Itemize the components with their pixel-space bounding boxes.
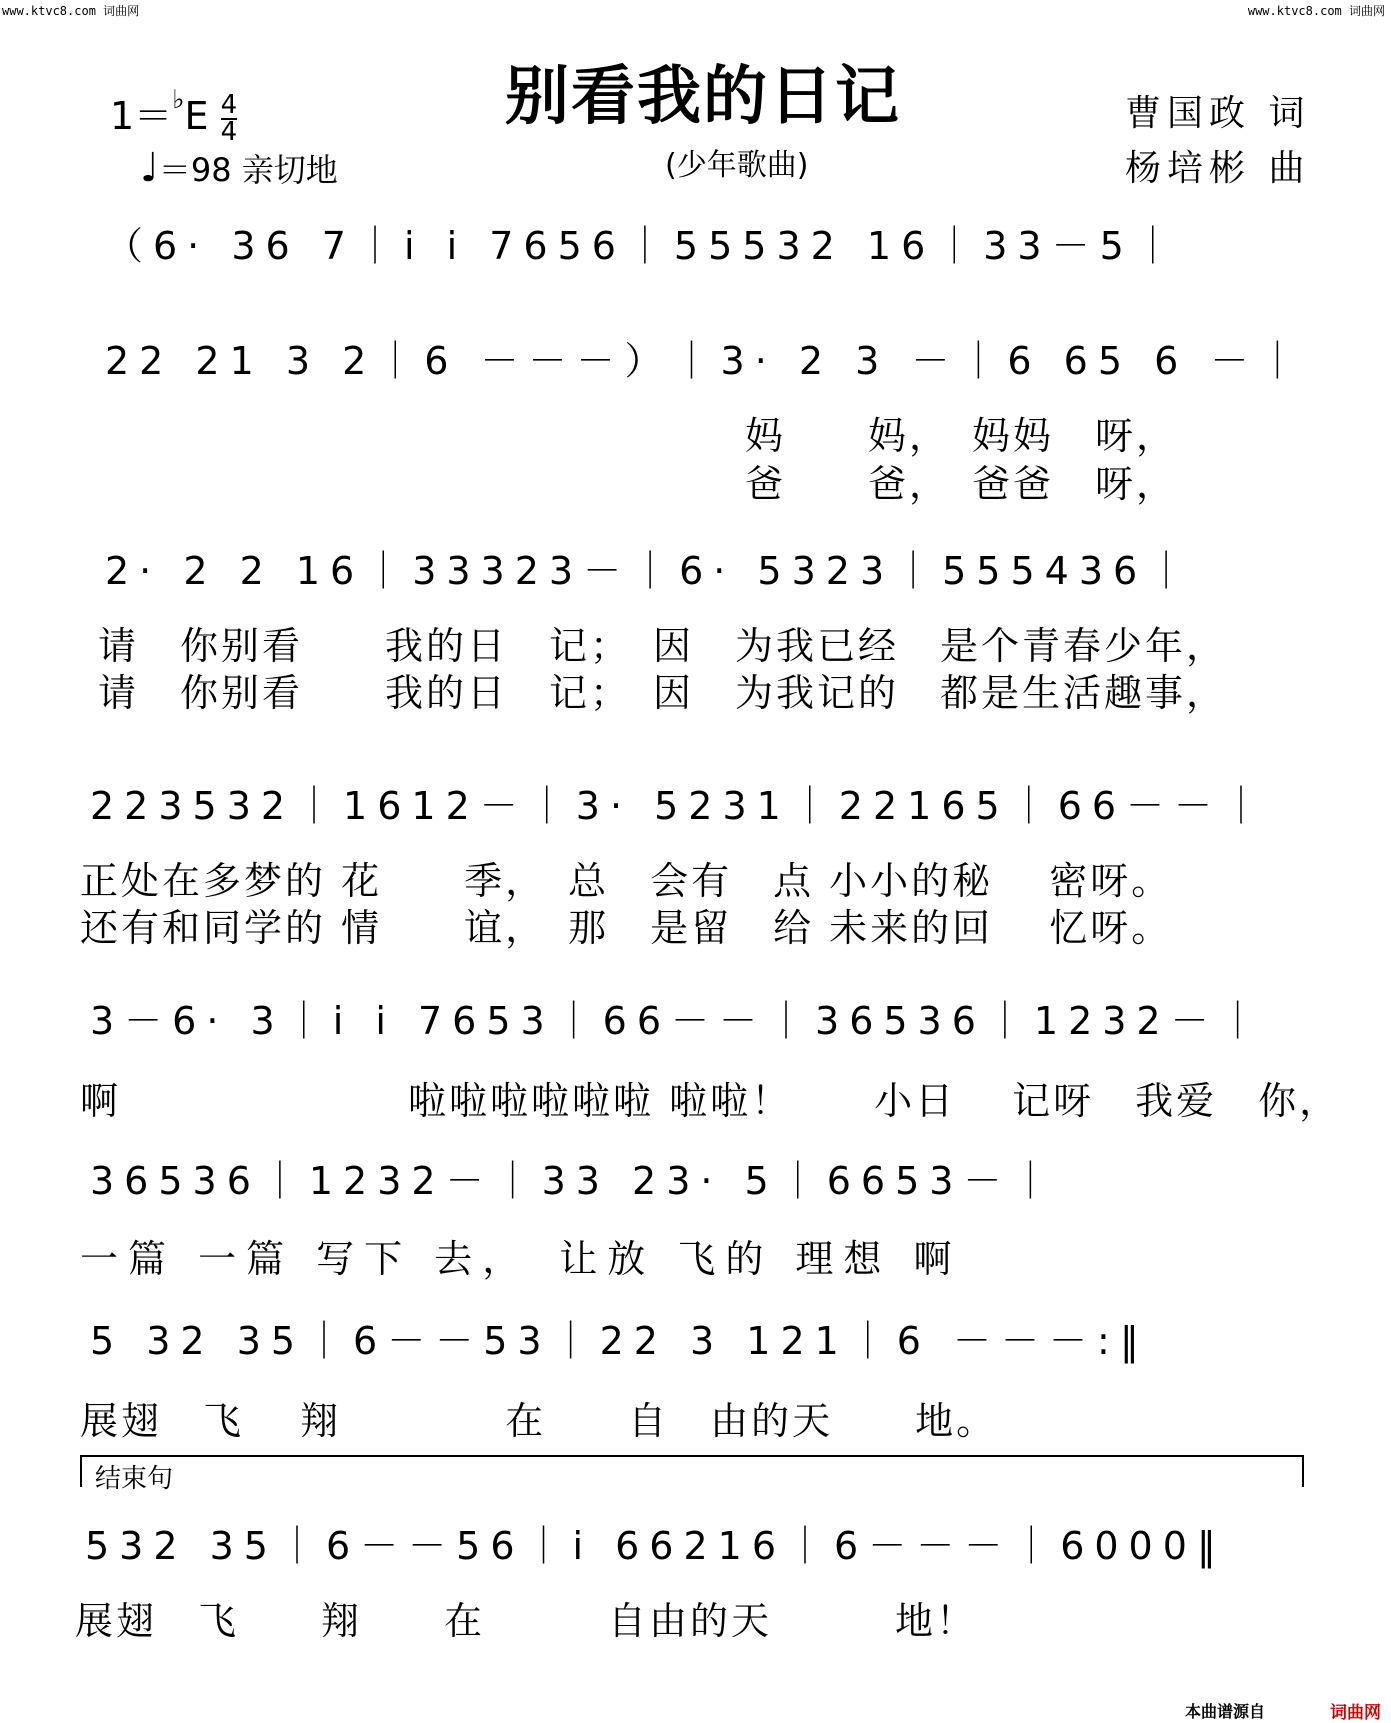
key-signature bbox=[110, 85, 238, 147]
lyric-line-3-verse-1: 请 你别看 我的日 记； 因 为我已经 是个青春少年， bbox=[98, 624, 1228, 668]
lyric-line-8: 展翅 飞 翔 在 自由的天 地！ bbox=[75, 1599, 978, 1643]
quarter-note-icon: ♩ bbox=[140, 145, 159, 191]
tempo-text: ＝98 亲切地 bbox=[158, 151, 338, 189]
lyric-line-2-verse-2: 爸 爸， 爸爸 呀， bbox=[745, 462, 1178, 506]
time-signature bbox=[220, 89, 238, 147]
notation-line-6: 36536｜1232－｜33 23· 5｜6653－｜ bbox=[90, 1159, 1060, 1203]
lyric-line-4-verse-1: 正处在多梦的 花 季， 总 会有 点 小小的秘 密呀。 bbox=[80, 859, 1173, 903]
lyric-line-7: 展翅 飞 翔 在 自 由的天 地。 bbox=[80, 1399, 998, 1443]
key-prefix: 1＝ bbox=[110, 94, 173, 138]
site-watermark-right: www.ktvc8.com 词曲网 bbox=[1247, 4, 1385, 18]
song-subtitle: (少年歌曲) bbox=[665, 148, 809, 183]
lyricist-credit: 曹国政 词 bbox=[1125, 93, 1311, 134]
composer-credit: 杨培彬 曲 bbox=[1125, 148, 1311, 189]
notation-line-2: 22 21 3 2｜6 －－－）｜3· 2 3 －｜6 65 6 －｜ bbox=[105, 339, 1307, 383]
flat-icon: ♭ bbox=[172, 85, 185, 115]
key-letter: E bbox=[184, 94, 209, 138]
notation-line-1: （6· 36 7｜i i 7656｜55532 16｜33－5｜ bbox=[105, 224, 1182, 268]
time-top: 4 bbox=[220, 89, 238, 120]
song-title: 别看我的日记 bbox=[505, 59, 901, 134]
site-brand: 词曲网 bbox=[1330, 1703, 1381, 1723]
notation-line-8: 532 35｜6－－56｜i 66216｜6－－－｜6000‖ bbox=[85, 1524, 1226, 1568]
lyric-line-4-verse-2: 还有和同学的 情 谊， 那 是留 给 未来的回 忆呀。 bbox=[80, 906, 1173, 950]
source-attribution: 本曲谱源自 bbox=[1185, 1702, 1266, 1721]
notation-line-7: 5 32 35｜6－－53｜22 3 121｜6 －－－:‖ bbox=[90, 1319, 1149, 1363]
lyric-line-3-verse-2: 请 你别看 我的日 记； 因 为我记的 都是生活趣事， bbox=[98, 671, 1228, 715]
lyric-line-6: 一篇 一篇 写下 去， 让放 飞的 理想 啊 bbox=[80, 1237, 962, 1281]
time-bottom: 4 bbox=[220, 116, 238, 147]
notation-line-3: 2· 2 2 16｜33323－｜6· 5323｜555436｜ bbox=[105, 549, 1196, 593]
lyric-line-2-verse-1: 妈 妈， 妈妈 呀， bbox=[745, 414, 1178, 458]
notation-line-5: 3－6· 3｜i i 7653｜66－－｜36536｜1232－｜ bbox=[90, 999, 1267, 1043]
notation-line-4: 223532｜1612－｜3· 5231｜22165｜66－－｜ bbox=[90, 784, 1271, 828]
site-watermark-left: www.ktvc8.com 词曲网 bbox=[2, 4, 140, 18]
ending-section-bracket bbox=[80, 1455, 1304, 1487]
lyric-line-5: 啊 啦啦啦啦啦啦 啦啦！ 小日 记呀 我爱 你， bbox=[80, 1079, 1341, 1123]
ending-section-label: 结束句 bbox=[95, 1464, 174, 1494]
tempo-marking bbox=[140, 145, 338, 191]
